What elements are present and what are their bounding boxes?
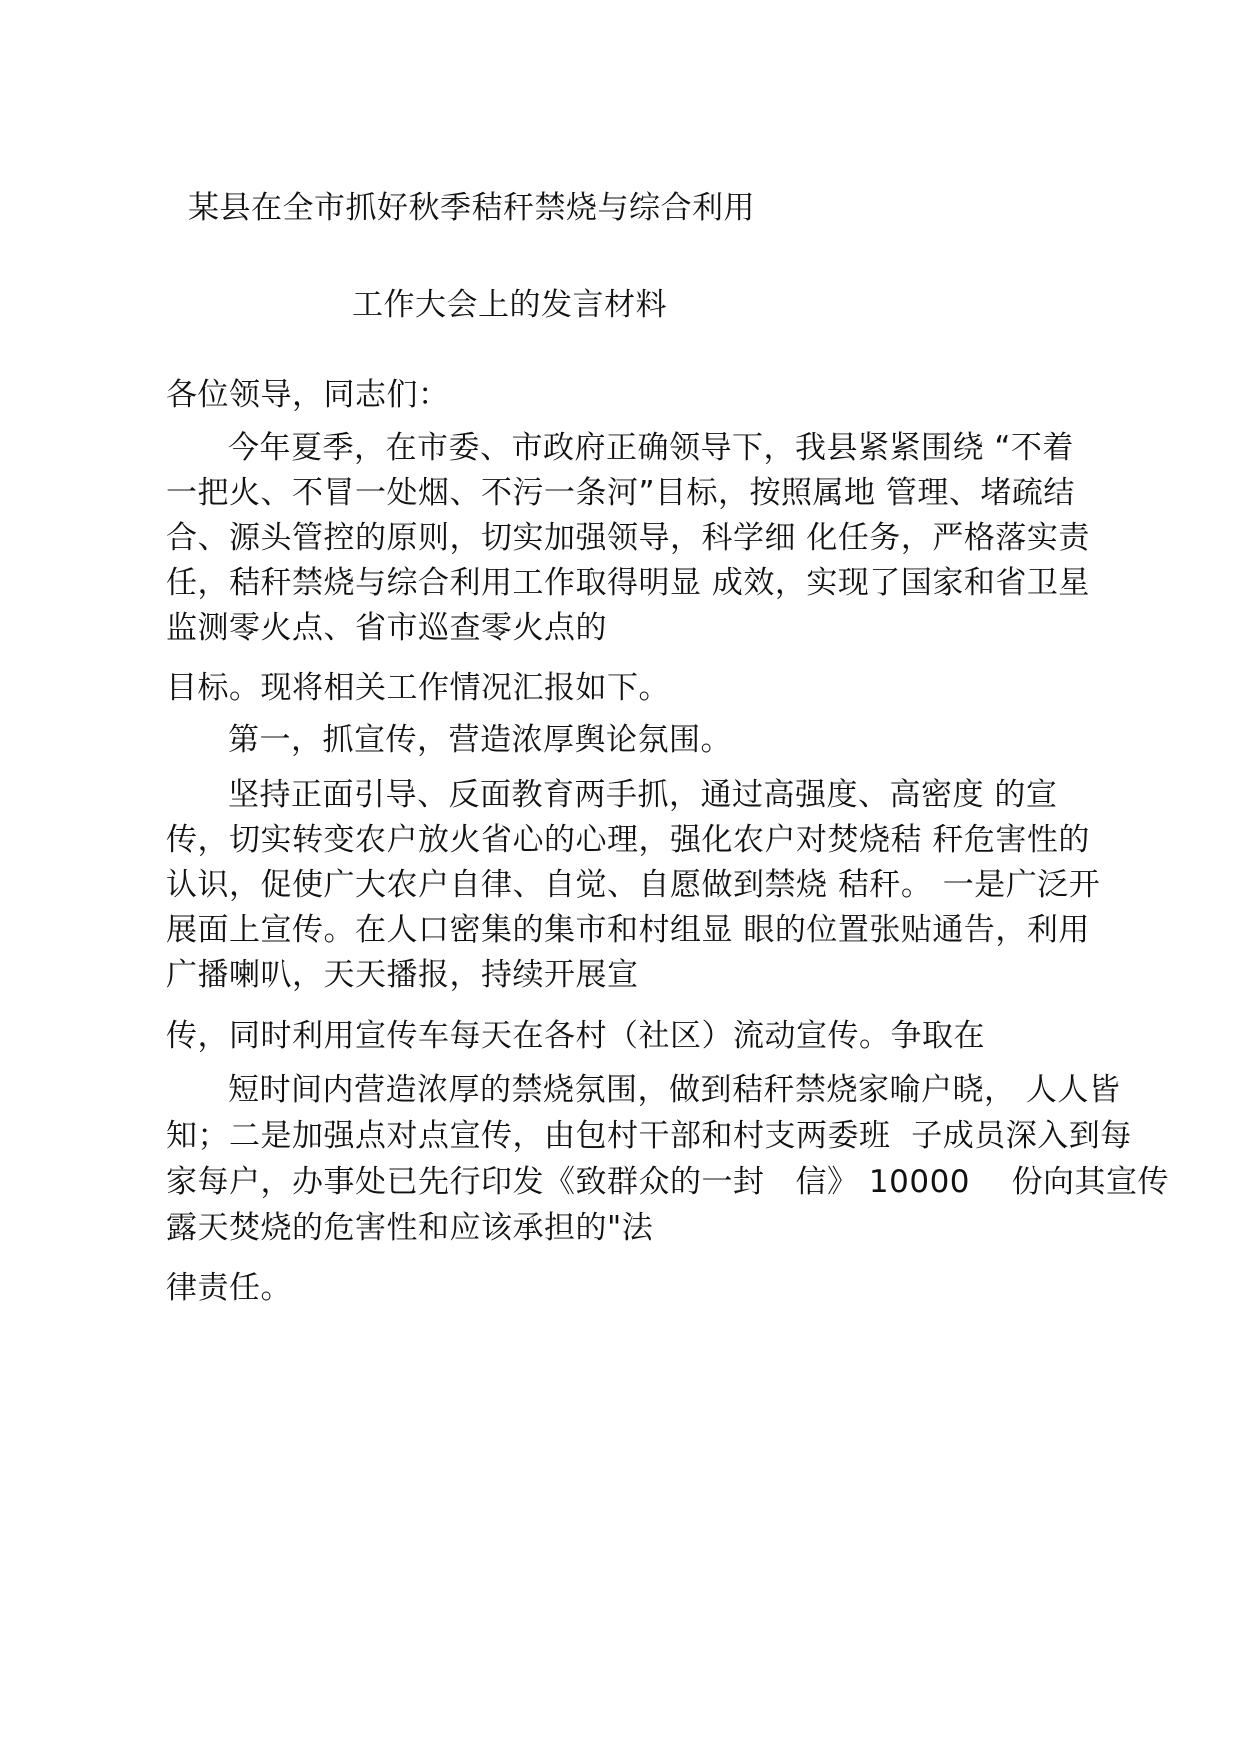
paragraph-line: 家每户，办事处已先行印发《致群众的一封 信》 10000 份向其宣传 bbox=[166, 1164, 1169, 1200]
greeting: 各位领导，同志们： bbox=[166, 377, 450, 413]
paragraph-line: 坚持正面引导、反面教育两手抓，通过高强度、高密度 的宣 bbox=[228, 777, 1058, 813]
paragraph-line: 露天焚烧的危害性和应该承担的"法 bbox=[166, 1210, 654, 1246]
paragraph-line: 传，切实转变农户放火省心的心理，强化农户对焚烧秸 秆危害性的 bbox=[166, 822, 1090, 858]
paragraph-line: 监测零火点、省市巡查零火点的 bbox=[166, 610, 607, 646]
paragraph-line: 展面上宣传。在人口密集的集市和村组显 眼的位置张贴通告，利用 bbox=[166, 912, 1090, 948]
paragraph-line: 广播喇叭，天天播报，持续开展宣 bbox=[166, 957, 639, 993]
section-1-heading: 第一，抓宣传，营造浓厚舆论氛围。 bbox=[228, 722, 732, 758]
paragraph-line: 短时间内营造浓厚的禁烧氛围，做到秸秆禁烧家喻户晓， 人人皆 bbox=[228, 1072, 1121, 1108]
paragraph-line: 合、源头管控的原则，切实加强领导，科学细 化任务，严格落实责 bbox=[166, 520, 1090, 556]
paragraph-line: 认识，促使广大农户自律、自觉、自愿做到禁烧 秸秆。 一是广泛开 bbox=[166, 867, 1101, 903]
document-title-line-1: 某县在全市抓好秋季秸秆禁烧与综合利用 bbox=[188, 190, 755, 226]
document-title-line-2: 工作大会上的发言材料 bbox=[352, 287, 667, 323]
paragraph-1-end: 目标。现将相关工作情况汇报如下。 bbox=[166, 670, 670, 706]
paragraph-line: 知；二是加强点对点宣传，由包村干部和村支两委班 子成员深入到每 bbox=[166, 1118, 1132, 1154]
paragraph-2-end: 传，同时利用宣传车每天在各村（社区）流动宣传。争取在 bbox=[166, 1018, 985, 1054]
paragraph-3-end: 律责任。 bbox=[166, 1270, 292, 1306]
paragraph-line: 一把火、不冒一处烟、不污一条河”目标，按照属地 管理、堵疏结 bbox=[166, 475, 1075, 511]
paragraph-line: 任，秸秆禁烧与综合利用工作取得明显 成效，实现了国家和省卫星 bbox=[166, 565, 1090, 601]
paragraph-line: 今年夏季，在市委、市政府正确领导下，我县紧紧围绕 “不着 bbox=[228, 430, 1074, 466]
